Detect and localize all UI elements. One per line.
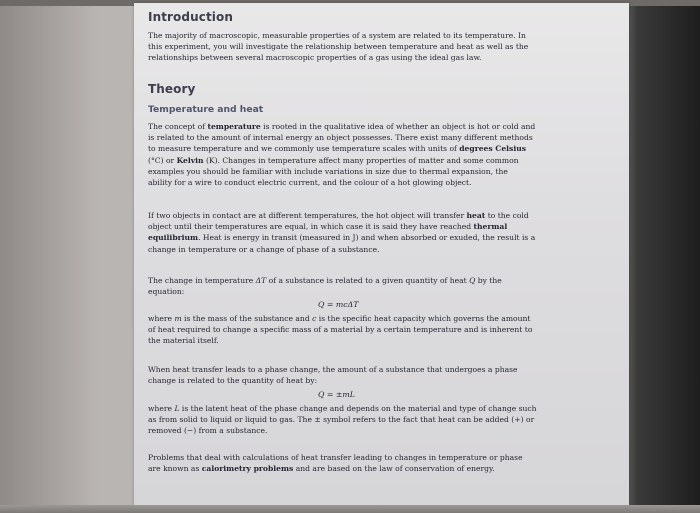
text-line: where m is the mass of the substance and c is the specific heat capacity which governs the amount bbox=[148, 314, 531, 323]
text-line: the material itself. bbox=[148, 336, 219, 346]
text-line: are known as calorimetry problems and are based on the law of conservation of energy. bbox=[148, 464, 495, 474]
text-line: removed (−) from a substance. bbox=[148, 426, 268, 436]
text-line: relationships between several macroscopic properties of a gas using the ideal gas law. bbox=[148, 53, 482, 63]
introduction-paragraph bbox=[148, 30, 608, 64]
background-bottom-edge bbox=[0, 505, 700, 513]
theory-heading: Theory bbox=[148, 82, 196, 96]
introduction-heading: Introduction bbox=[148, 10, 233, 24]
text-line: ability for a wire to conduct electric current, and the colour of a hot glowing object. bbox=[148, 177, 472, 187]
text-line: equation: bbox=[148, 287, 185, 297]
text-line: to measure temperature and we commonly use temperature scales with units of degrees Celsius bbox=[148, 144, 526, 154]
text-line: The concept of temperature is rooted in the qualitative idea of whether an object is hot or cold and bbox=[148, 122, 536, 131]
text-line: as from solid to liquid or liquid to gas. The ± symbol refers to the fact that heat can be added (+) or bbox=[148, 415, 535, 425]
latent-heat-equation: Q = ±mL bbox=[318, 390, 355, 399]
text-line: of heat required to change a specific mass of a material by a certain temperature and is inherent to bbox=[148, 325, 533, 335]
text-line: change is related to the quantity of heat by: bbox=[148, 376, 318, 386]
temperature-paragraph bbox=[148, 121, 608, 188]
text-line: The majority of macroscopic, measurable properties of a system are related to its temperature. In bbox=[148, 31, 526, 40]
text-line: examples you should be familiar with include variations in size due to thermal expansion, the bbox=[148, 166, 508, 176]
calorimetry-paragraph bbox=[148, 452, 608, 474]
latent-heat-paragraph bbox=[148, 364, 608, 386]
text-line: equilibrium. Heat is energy in transit (measured in J) and when absorbed or exuded, the result is a bbox=[148, 233, 536, 243]
specific-heat-equation: Q = mcΔT bbox=[318, 300, 359, 309]
text-line: The change in temperature ΔT of a substance is related to a given quantity of heat Q by the bbox=[148, 276, 502, 285]
text-line: object until their temperatures are equal, in which case it is said they have reached thermal bbox=[148, 222, 508, 232]
temperature-and-heat-subheading: Temperature and heat bbox=[148, 104, 264, 115]
text-line: is related to the amount of internal energy an object possesses. There exist many different methods bbox=[148, 133, 533, 143]
specific-heat-paragraph bbox=[148, 275, 608, 297]
text-line: Problems that deal with calculations of heat transfer leading to changes in temperature or phase bbox=[148, 453, 523, 462]
text-line: (°C) or Kelvin (K). Changes in temperature affect many properties of matter and some common bbox=[148, 155, 519, 165]
specific-heat-explanation bbox=[148, 313, 608, 347]
text-line: where L is the latent heat of the phase change and depends on the material and type of change such bbox=[148, 404, 537, 413]
heat-paragraph bbox=[148, 210, 608, 255]
latent-heat-explanation bbox=[148, 403, 608, 437]
text-line: If two objects in contact are at different temperatures, the hot object will transfer heat to the cold bbox=[148, 211, 529, 220]
text-line: this experiment, you will investigate the relationship between temperature and heat as well as the bbox=[148, 42, 529, 52]
text-line: change in temperature or a change of phase of a substance. bbox=[148, 244, 380, 254]
text-line: When heat transfer leads to a phase change, the amount of a substance that undergoes a phase bbox=[148, 365, 518, 374]
